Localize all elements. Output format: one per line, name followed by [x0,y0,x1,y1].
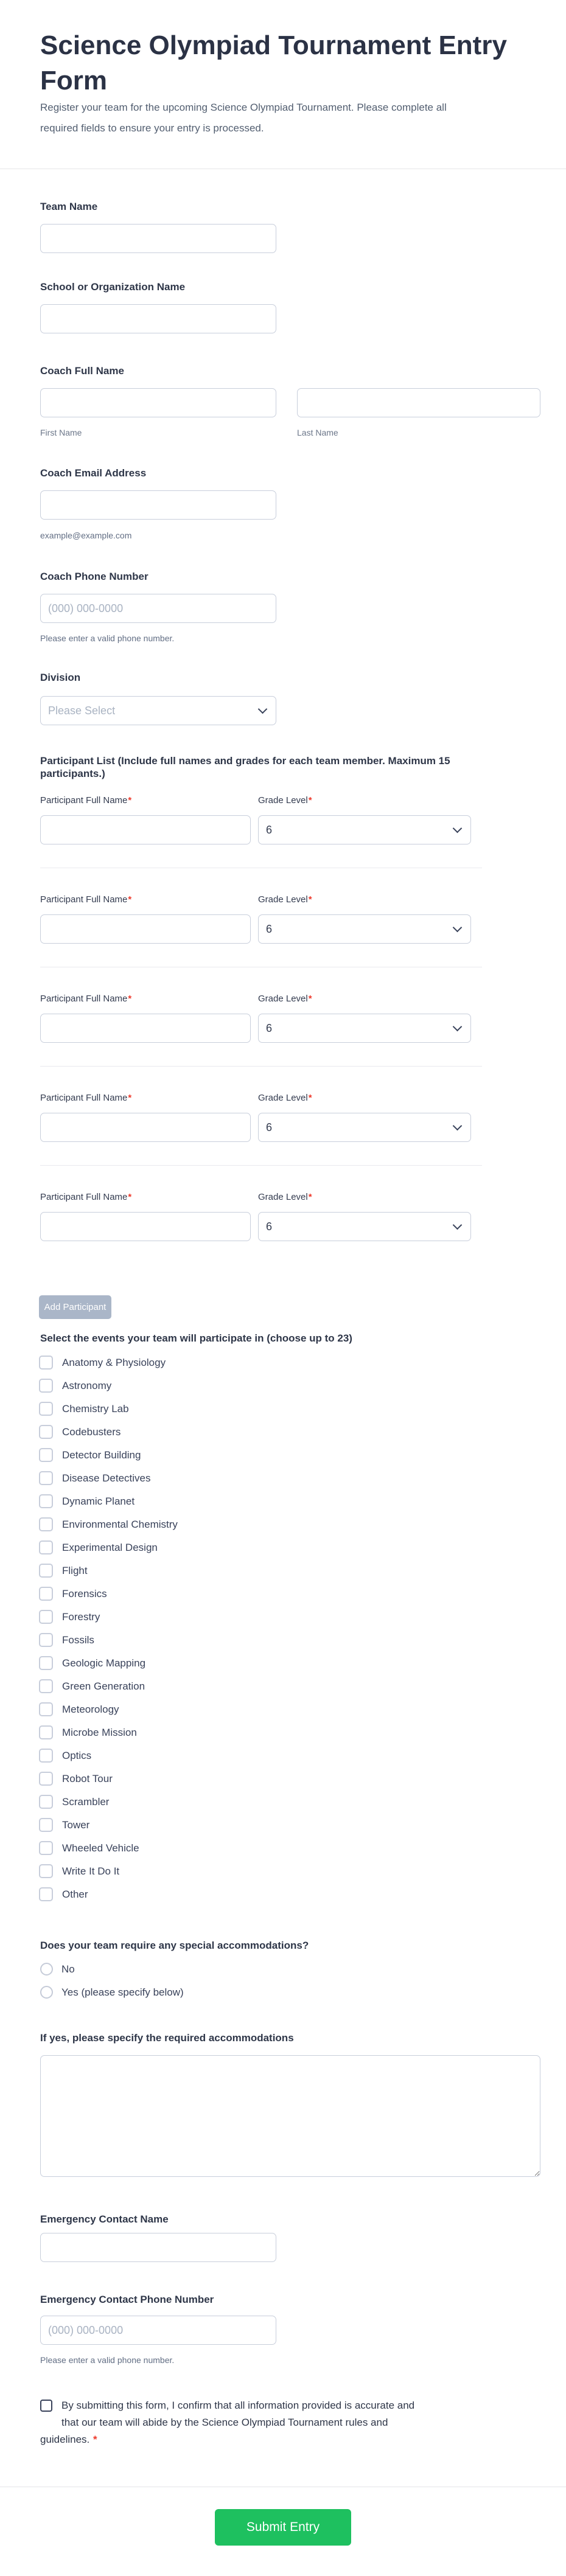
event-label: Forestry [62,1610,100,1623]
confirmation-text: By submitting this form, I confirm that all information provided is accurate and that our team will abide by the Science Olympiad Tournament rules and guidelines. [40,2400,415,2445]
checkbox-icon[interactable] [39,1772,53,1786]
participant-list-section [40,754,540,1319]
coach-first-name-input[interactable] [40,388,276,417]
grade-level-label: Grade Level* [258,795,312,806]
participant-row [40,1093,482,1192]
last-name-sublabel: Last Name [297,428,338,437]
confirmation-checkbox[interactable] [40,2400,52,2412]
radio-icon[interactable] [40,1986,53,1999]
division-select[interactable] [40,696,276,725]
checkbox-icon[interactable] [39,1448,53,1462]
checkbox-icon[interactable] [39,1795,53,1809]
participant-row [40,894,482,994]
division-label: Division [40,672,81,683]
checkbox-icon[interactable] [39,1841,53,1855]
coach-last-name-input[interactable] [297,388,540,417]
participant-name-input[interactable] [40,1212,251,1241]
emergency-phone-hint: Please enter a valid phone number. [40,2355,175,2365]
checkbox-icon[interactable] [39,1379,53,1393]
confirmation-block [40,2397,435,2448]
checkbox-icon[interactable] [39,1702,53,1716]
event-option[interactable] [40,1425,540,1439]
event-option[interactable] [40,1540,540,1554]
grade-level-label: Grade Level* [258,1093,312,1103]
participant-name-input[interactable] [40,1014,251,1043]
participant-name-label: Participant Full Name* [40,994,132,1004]
chevron-down-icon [453,1121,463,1131]
event-label: Environmental Chemistry [62,1518,178,1530]
grade-level-select[interactable] [258,1014,471,1043]
team-name-input[interactable] [40,224,276,253]
row-divider [40,1066,482,1067]
event-label: Microbe Mission [62,1726,137,1738]
event-option[interactable] [40,1379,540,1393]
chevron-down-icon [258,705,268,714]
chevron-down-icon [453,1220,463,1230]
event-label: Robot Tour [62,1772,113,1784]
event-option[interactable] [40,1864,540,1878]
checkbox-icon[interactable] [39,1679,53,1693]
coach-email-label: Coach Email Address [40,467,147,479]
coach-email-input[interactable] [40,490,276,520]
coach-phone-input[interactable] [40,594,276,623]
events-list [40,1356,540,1901]
checkbox-icon[interactable] [39,1540,53,1554]
coach-phone-label: Coach Phone Number [40,571,148,582]
coach-email-hint: example@example.com [40,531,132,540]
grade-level-select[interactable] [258,815,471,844]
event-label: Detector Building [62,1449,141,1461]
checkbox-icon[interactable] [39,1818,53,1832]
participant-row [40,994,482,1093]
event-option[interactable] [40,1517,540,1531]
event-option[interactable] [40,1749,540,1763]
event-label: Experimental Design [62,1541,158,1553]
event-label: Meteorology [62,1703,119,1715]
add-participant-button[interactable]: Add Participant [39,1295,111,1319]
grade-level-value: 6 [266,1121,273,1133]
event-label: Dynamic Planet [62,1495,135,1507]
grade-level-select[interactable] [258,1212,471,1241]
event-label: Chemistry Lab [62,1402,129,1415]
first-name-sublabel: First Name [40,428,82,437]
team-name-label: Team Name [40,201,98,212]
event-option[interactable] [40,1610,540,1624]
accommodations-label: Does your team require any special accommodations? [40,1940,309,1951]
event-option[interactable] [40,1679,540,1693]
row-divider [40,1165,482,1166]
emergency-name-input[interactable] [40,2233,276,2262]
checkbox-icon[interactable] [39,1356,53,1370]
checkbox-icon[interactable] [39,1587,53,1601]
event-option[interactable] [40,1471,540,1485]
event-label: Flight [62,1564,88,1576]
event-label: Wheeled Vehicle [62,1842,139,1854]
required-asterisk: * [93,2434,97,2445]
participant-name-input[interactable] [40,914,251,944]
participant-name-label: Participant Full Name* [40,795,132,806]
event-label: Scrambler [62,1795,110,1808]
participant-name-input[interactable] [40,815,251,844]
event-label: Codebusters [62,1426,121,1438]
event-option[interactable] [40,1795,540,1809]
event-option[interactable] [40,1702,540,1716]
event-label: Write It Do It [62,1865,120,1877]
events-header: Select the events your team will participate in (choose up to 23) [40,1332,352,1344]
event-option[interactable] [40,1564,540,1578]
event-option[interactable] [40,1656,540,1670]
participant-list-header: Participant List (Include full names and grades for each team member. Maximum 15 participants.) [40,755,450,779]
checkbox-icon[interactable] [39,1864,53,1878]
events-section [40,1332,540,1910]
emergency-phone-input[interactable] [40,2316,276,2345]
participant-name-label: Participant Full Name* [40,1093,132,1103]
checkbox-icon[interactable] [39,1564,53,1578]
participant-row [40,795,482,894]
grade-level-select[interactable] [258,914,471,944]
checkbox-icon[interactable] [39,1517,53,1531]
grade-level-select[interactable] [258,1113,471,1142]
school-input[interactable] [40,304,276,333]
checkbox-icon[interactable] [39,1402,53,1416]
event-option[interactable] [40,1356,540,1370]
accommodations-option-no[interactable] [40,1963,540,1976]
checkbox-icon[interactable] [39,1610,53,1624]
event-label: Disease Detectives [62,1472,151,1484]
emergency-phone-label: Emergency Contact Phone Number [40,2294,214,2305]
grade-level-value: 6 [266,922,273,935]
accommodations-detail-textarea[interactable] [40,2055,540,2177]
participant-name-label: Participant Full Name* [40,1192,132,1202]
event-option[interactable] [40,1841,540,1855]
checkbox-icon[interactable] [39,1471,53,1485]
grade-level-label: Grade Level* [258,994,312,1004]
school-label: School or Organization Name [40,281,186,293]
event-label: Green Generation [62,1680,145,1692]
participant-rows [40,795,540,1291]
event-option[interactable] [40,1772,540,1786]
event-option[interactable] [40,1725,540,1739]
grade-level-label: Grade Level* [258,1192,312,1202]
event-option[interactable] [40,1633,540,1647]
event-label: Tower [62,1819,90,1831]
grade-level-label: Grade Level* [258,894,312,905]
checkbox-icon[interactable] [39,1749,53,1763]
radio-icon[interactable] [40,1963,53,1976]
event-option[interactable] [40,1494,540,1508]
event-option[interactable] [40,1587,540,1601]
grade-level-value: 6 [266,1022,273,1034]
event-label: Astronomy [62,1379,112,1391]
radio-label: No [61,1963,75,1975]
chevron-down-icon [453,923,463,933]
chevron-down-icon [453,1022,463,1032]
event-option[interactable] [40,1402,540,1416]
checkbox-icon[interactable] [39,1725,53,1739]
event-option[interactable] [40,1448,540,1462]
accommodations-detail-label: If yes, please specify the required accommodations [40,2032,294,2044]
event-label: Geologic Mapping [62,1657,146,1669]
submit-button[interactable]: Submit Entry [215,2509,351,2546]
event-label: Anatomy & Physiology [62,1356,166,1368]
participant-name-input[interactable] [40,1113,251,1142]
event-label: Fossils [62,1634,94,1646]
event-label: Forensics [62,1587,107,1600]
radio-label: Yes (please specify below) [61,1986,184,1998]
event-label: Optics [62,1749,92,1761]
checkbox-icon[interactable] [39,1887,53,1901]
division-selected-value: Please Select [48,704,116,717]
event-label: Other [62,1888,88,1900]
grade-level-value: 6 [266,823,273,836]
emergency-name-label: Emergency Contact Name [40,2213,169,2225]
checkbox-icon[interactable] [39,1656,53,1670]
coach-phone-hint: Please enter a valid phone number. [40,633,175,643]
checkbox-icon[interactable] [39,1425,53,1439]
accommodations-section [40,1940,540,2009]
page-title: Science Olympiad Tournament Entry Form [40,30,507,96]
accommodations-option-yes[interactable] [40,1986,540,1999]
coach-name-label: Coach Full Name [40,365,124,377]
checkbox-icon[interactable] [39,1494,53,1508]
form-subtitle: Register your team for the upcoming Science Olympiad Tournament. Please complete all required fields to ensure your entry is processed. [40,102,447,134]
chevron-down-icon [453,824,463,834]
grade-level-value: 6 [266,1220,273,1233]
event-option[interactable] [40,1818,540,1832]
event-option[interactable] [40,1887,540,1901]
participant-row [40,1192,482,1291]
checkbox-icon[interactable] [39,1633,53,1647]
participant-name-label: Participant Full Name* [40,894,132,905]
